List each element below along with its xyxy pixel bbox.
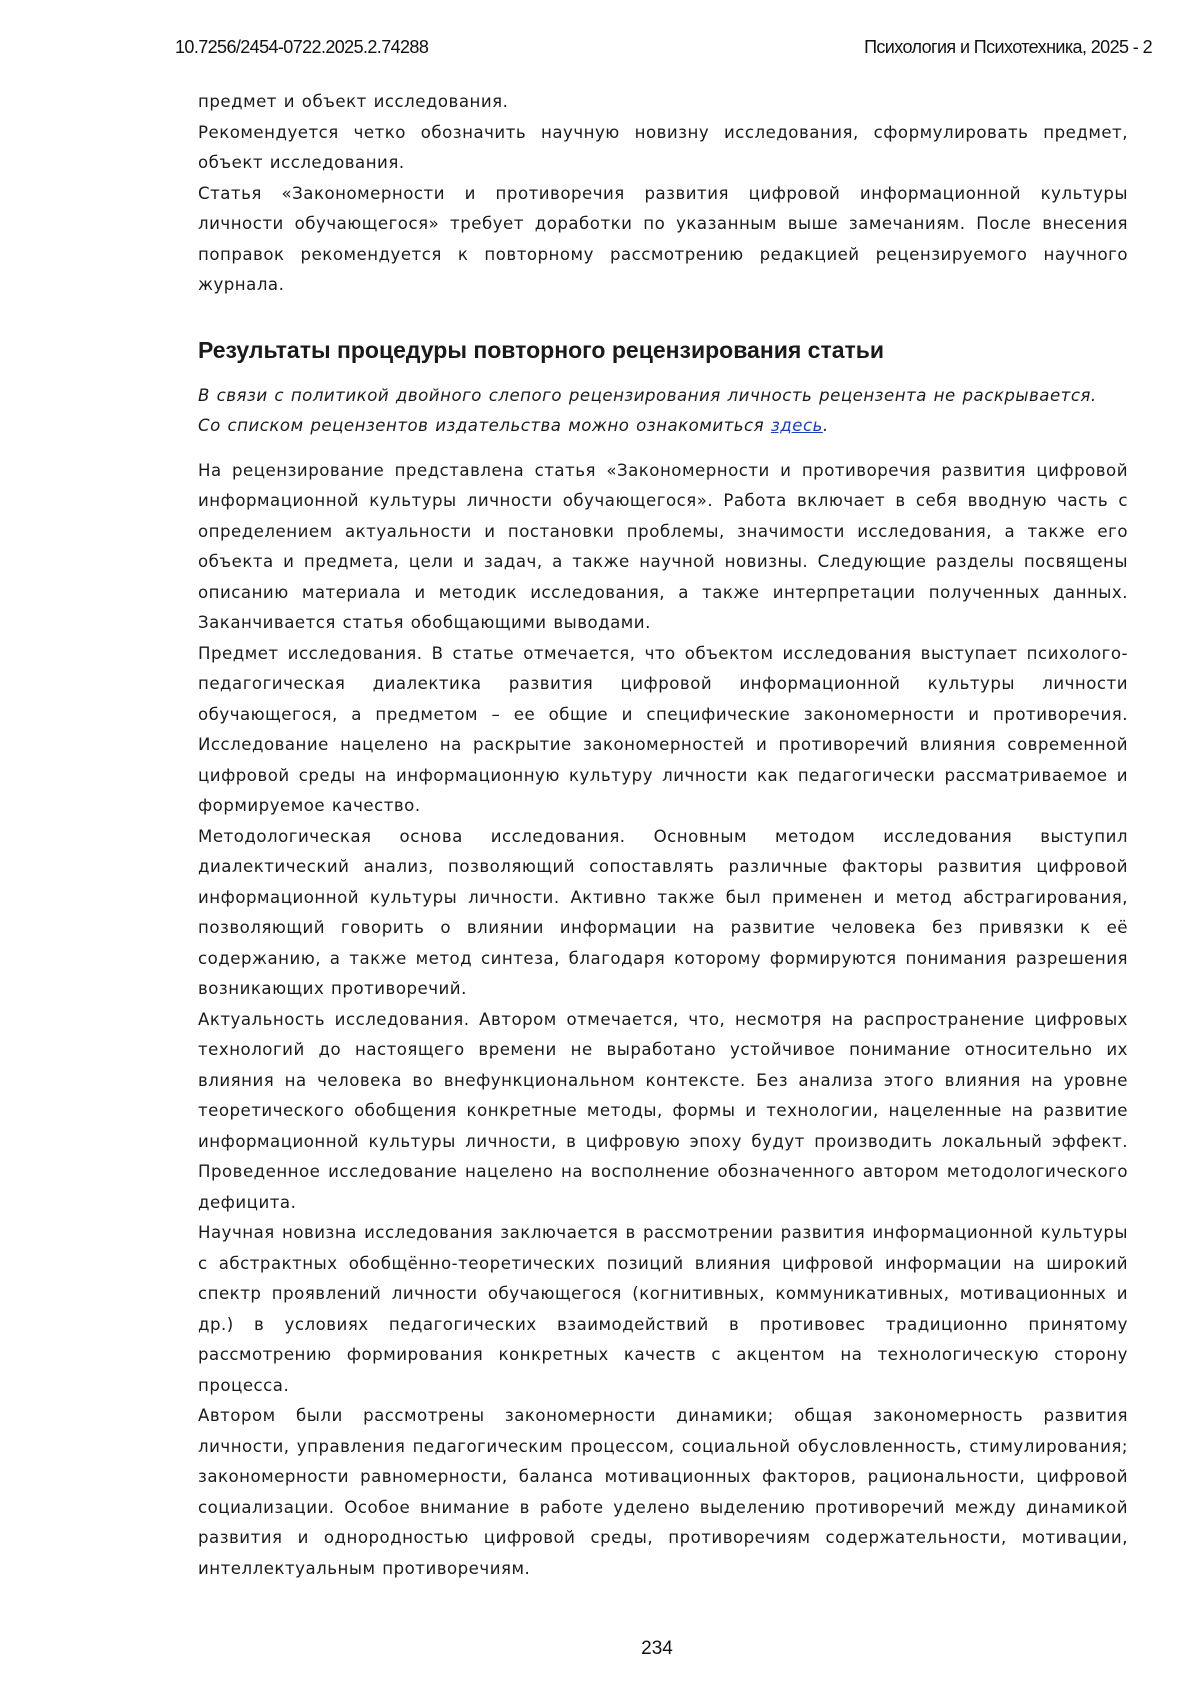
page-number: 234 <box>0 1638 1200 1660</box>
intro-paragraph: Статья «Закономерности и противоречия развития цифровой информационной культуры личности обучающегося» требует доработки по указанным выше замечаниям. После внесения поправок рекомендуется к повторному рассмотрению редакцией рецензируемого научного журнала. <box>198 179 1128 301</box>
reviewers-list-text: Со списком рецензентов издательства можно ознакомиться <box>198 416 771 435</box>
section-heading: Результаты процедуры повторного рецензирования статьи <box>198 335 1128 365</box>
review-paragraph: Автором были рассмотрены закономерности динамики; общая закономерность развития личности, управления педагогическим процессом, социальной обусловленность, стимулирования; закономерности равномерности, баланса мотивационных факторов, рациональности, цифровой социализации. Особое внимание в работе уделено выделению противоречий между динамикой развития и однородностью цифровой среды, противоречиям содержательности, мотивации, интеллектуальным противоречиям. <box>198 1401 1128 1584</box>
page-content <box>198 87 1128 1584</box>
doi-header: 10.7256/2454-0722.2025.2.74288 <box>175 37 428 58</box>
reviewers-list-suffix: . <box>823 416 829 435</box>
review-paragraph: Актуальность исследования. Автором отмечается, что, несмотря на распространение цифровых технологий до настоящего времени не выработано устойчивое понимание относительно их влияния на человека во внефункциональном контексте. Без анализа этого влияния на уровне теоретического обобщения конкретные методы, формы и технологии, нацеленные на развитие информационной культуры личности, в цифровую эпоху будут производить локальный эффект. Проведенное исследование нацелено на восполнение обозначенного автором методологического дефицита. <box>198 1005 1128 1219</box>
intro-paragraph: Рекомендуется четко обозначить научную новизну исследования, сформулировать предмет, объект исследования. <box>198 118 1128 179</box>
journal-header: Психология и Психотехника, 2025 - 2 <box>864 37 1152 58</box>
review-paragraph: Предмет исследования. В статье отмечается, что объектом исследования выступает психолого-педагогическая диалектика развития цифровой информационной культуры личности обучающегося, а предметом – ее общие и специфические закономерности и противоречия. Исследование нацелено на раскрытие закономерностей и противоречий влияния современной цифровой среды на информационную культуру личности как педагогически рассматриваемое и формируемое качество. <box>198 639 1128 822</box>
reviewer-policy-note: В связи с политикой двойного слепого рецензирования личность рецензента не раскрывается. <box>198 381 1128 412</box>
intro-paragraph: предмет и объект исследования. <box>198 87 1128 118</box>
review-paragraph: Научная новизна исследования заключается в рассмотрении развития информационной культуры с абстрактных обобщённо-теоретических позиций влияния цифровой информации на широкий спектр проявлений личности обучающегося (когнитивных, коммуникативных, мотивационных и др.) в условиях педагогических взаимодействий в противовес традиционно принятому рассмотрению формирования конкретных качеств с акцентом на технологическую сторону процесса. <box>198 1218 1128 1401</box>
review-paragraph: Методологическая основа исследования. Основным методом исследования выступил диалектический анализ, позволяющий сопоставлять различные факторы развития цифровой информационной культуры личности. Активно также был применен и метод абстрагирования, позволяющий говорить о влиянии информации на развитие человека без привязки к её содержанию, а также метод синтеза, благодаря которому формируются понимания разрешения возникающих противоречий. <box>198 822 1128 1005</box>
reviewers-list-link[interactable]: здесь <box>771 416 823 435</box>
review-paragraph: На рецензирование представлена статья «Закономерности и противоречия развития цифровой информационной культуры личности обучающегося». Работа включает в себя вводную часть с определением актуальности и постановки проблемы, значимости исследования, а также его объекта и предмета, цели и задач, а также научной новизны. Следующие разделы посвящены описанию материала и методик исследования, а также интерпретации полученных данных. Заканчивается статья обобщающими выводами. <box>198 456 1128 639</box>
reviewers-list-note <box>198 411 1128 442</box>
